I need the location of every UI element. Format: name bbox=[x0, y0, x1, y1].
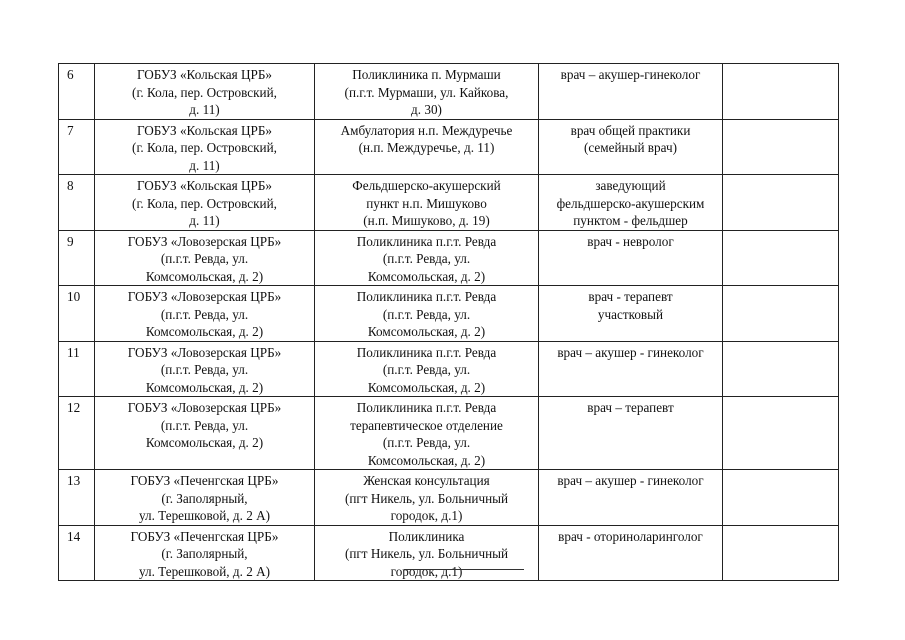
organization-cell-line: д. 11) bbox=[189, 213, 220, 228]
table-row bbox=[59, 341, 839, 397]
organization-cell bbox=[95, 64, 315, 120]
unit-cell-line: (пгт Никель, ул. Больничный bbox=[344, 490, 509, 506]
position-cell-line: врач – акушер - гинеколог bbox=[557, 473, 704, 488]
organization-cell-line: (г. Заполярный, bbox=[161, 546, 248, 561]
position-cell-line: врач общей практики bbox=[570, 122, 691, 138]
position-cell bbox=[539, 470, 723, 526]
row-number: 13 bbox=[59, 470, 95, 526]
unit-cell-line: (п.г.т. Ревда, ул. bbox=[382, 306, 471, 322]
unit-cell-line: Комсомольская, д. 2) bbox=[367, 379, 486, 395]
unit-cell-line: Комсомольская, д. 2) bbox=[367, 268, 486, 284]
unit-cell-line: пункт н.п. Мишуково bbox=[366, 195, 487, 211]
position-cell-line: (семейный врач) bbox=[584, 140, 677, 155]
unit-cell bbox=[315, 470, 539, 526]
empty-cell bbox=[723, 470, 839, 526]
unit-cell-line: Женская консультация bbox=[363, 473, 490, 488]
organization-cell-line: (г. Заполярный, bbox=[161, 490, 248, 506]
organization-cell bbox=[95, 286, 315, 342]
table-row bbox=[59, 64, 839, 120]
empty-cell bbox=[723, 230, 839, 286]
table-row bbox=[59, 470, 839, 526]
unit-cell-line: Поликлиника п.г.т. Ревда bbox=[356, 233, 497, 249]
organization-cell-line: ГОБУЗ «Ловозерская ЦРБ» bbox=[127, 233, 282, 249]
unit-cell bbox=[315, 525, 539, 581]
unit-cell-line: Поликлиника п. Мурмаши bbox=[352, 67, 501, 82]
position-cell-line: врач - терапевт bbox=[588, 289, 673, 304]
unit-cell bbox=[315, 64, 539, 120]
table-row bbox=[59, 286, 839, 342]
organization-cell-line: ул. Терешковой, д. 2 А) bbox=[138, 563, 271, 579]
vacancy-table bbox=[58, 63, 839, 581]
organization-cell-line: (п.г.т. Ревда, ул. bbox=[160, 251, 249, 266]
unit-cell-line: (п.г.т. Мурмаши, ул. Кайкова, bbox=[344, 84, 509, 100]
position-cell bbox=[539, 230, 723, 286]
unit-cell-line: Поликлиника п.г.т. Ревда bbox=[356, 289, 497, 304]
organization-cell-line: (п.г.т. Ревда, ул. bbox=[160, 417, 249, 433]
position-cell bbox=[539, 397, 723, 470]
unit-cell-line: (н.п. Мишуково, д. 19) bbox=[363, 213, 490, 228]
footer-divider bbox=[404, 569, 524, 570]
unit-cell-line: (п.г.т. Ревда, ул. bbox=[382, 362, 471, 377]
unit-cell bbox=[315, 230, 539, 286]
position-cell bbox=[539, 341, 723, 397]
unit-cell-line: д. 30) bbox=[411, 102, 442, 117]
organization-cell-line: ГОБУЗ «Кольская ЦРБ» bbox=[136, 67, 273, 82]
position-cell-line: врач – терапевт bbox=[587, 400, 674, 415]
organization-cell-line: ГОБУЗ «Печенгская ЦРБ» bbox=[130, 528, 279, 544]
empty-cell bbox=[723, 64, 839, 120]
unit-cell-line: Поликлиника bbox=[388, 528, 465, 544]
table-row bbox=[59, 119, 839, 175]
table-row bbox=[59, 175, 839, 231]
unit-cell-line: Комсомольская, д. 2) bbox=[367, 324, 486, 339]
organization-cell-line: Комсомольская, д. 2) bbox=[145, 268, 264, 284]
organization-cell-line: д. 11) bbox=[189, 157, 220, 173]
unit-cell-line: Амбулатория н.п. Междуречье bbox=[340, 122, 513, 138]
organization-cell-line: (г. Кола, пер. Островский, bbox=[132, 140, 277, 155]
row-number: 7 bbox=[59, 119, 95, 175]
position-cell bbox=[539, 525, 723, 581]
organization-cell-line: (п.г.т. Ревда, ул. bbox=[160, 306, 249, 322]
unit-cell-line: (пгт Никель, ул. Больничный bbox=[344, 546, 509, 561]
empty-cell bbox=[723, 286, 839, 342]
organization-cell bbox=[95, 119, 315, 175]
organization-cell bbox=[95, 230, 315, 286]
position-cell-line: врач – акушер - гинеколог bbox=[557, 344, 704, 360]
organization-cell-line: ГОБУЗ «Ловозерская ЦРБ» bbox=[127, 289, 282, 304]
empty-cell bbox=[723, 397, 839, 470]
position-cell-line: заведующий bbox=[595, 178, 666, 193]
position-cell-line: участковый bbox=[597, 306, 664, 322]
unit-cell bbox=[315, 119, 539, 175]
unit-cell-line: (п.г.т. Ревда, ул. bbox=[382, 435, 471, 450]
row-number: 8 bbox=[59, 175, 95, 231]
unit-cell bbox=[315, 286, 539, 342]
unit-cell-line: (п.г.т. Ревда, ул. bbox=[382, 251, 471, 266]
unit-cell-line: городок, д.1) bbox=[390, 563, 463, 579]
unit-cell bbox=[315, 341, 539, 397]
position-cell bbox=[539, 286, 723, 342]
row-number: 10 bbox=[59, 286, 95, 342]
unit-cell-line: Поликлиника п.г.т. Ревда bbox=[356, 344, 497, 360]
row-number: 9 bbox=[59, 230, 95, 286]
unit-cell-line: (н.п. Междуречье, д. 11) bbox=[358, 140, 495, 155]
unit-cell-line: Фельдшерско-акушерский bbox=[352, 178, 501, 193]
organization-cell bbox=[95, 397, 315, 470]
table-row bbox=[59, 230, 839, 286]
organization-cell-line: ГОБУЗ «Ловозерская ЦРБ» bbox=[127, 400, 282, 415]
organization-cell-line: д. 11) bbox=[189, 102, 220, 117]
organization-cell-line: Комсомольская, д. 2) bbox=[145, 379, 264, 395]
organization-cell-line: (п.г.т. Ревда, ул. bbox=[160, 362, 249, 377]
organization-cell-line: (г. Кола, пер. Островский, bbox=[132, 84, 277, 100]
position-cell bbox=[539, 175, 723, 231]
row-number: 6 bbox=[59, 64, 95, 120]
organization-cell-line: ГОБУЗ «Кольская ЦРБ» bbox=[136, 178, 273, 193]
empty-cell bbox=[723, 341, 839, 397]
organization-cell-line: ул. Терешковой, д. 2 А) bbox=[138, 508, 271, 523]
organization-cell bbox=[95, 525, 315, 581]
organization-cell-line: (г. Кола, пер. Островский, bbox=[132, 195, 277, 211]
row-number: 12 bbox=[59, 397, 95, 470]
organization-cell bbox=[95, 175, 315, 231]
position-cell-line: врач - оториноларинголог bbox=[558, 528, 703, 544]
organization-cell-line: Комсомольская, д. 2) bbox=[145, 324, 264, 339]
empty-cell bbox=[723, 119, 839, 175]
unit-cell bbox=[315, 175, 539, 231]
unit-cell bbox=[315, 397, 539, 470]
position-cell bbox=[539, 64, 723, 120]
organization-cell-line: ГОБУЗ «Ловозерская ЦРБ» bbox=[127, 344, 282, 360]
table-row bbox=[59, 525, 839, 581]
row-number: 14 bbox=[59, 525, 95, 581]
unit-cell-line: терапевтическое отделение bbox=[350, 417, 503, 433]
position-cell-line: врач - невролог bbox=[587, 233, 674, 249]
organization-cell-line: Комсомольская, д. 2) bbox=[145, 435, 264, 450]
unit-cell-line: Комсомольская, д. 2) bbox=[367, 452, 486, 468]
position-cell-line: врач – акушер-гинеколог bbox=[560, 67, 701, 82]
position-cell-line: фельдшерско-акушерским bbox=[556, 195, 705, 211]
organization-cell-line: ГОБУЗ «Печенгская ЦРБ» bbox=[130, 473, 279, 488]
row-number: 11 bbox=[59, 341, 95, 397]
empty-cell bbox=[723, 525, 839, 581]
position-cell-line: пунктом - фельдшер bbox=[573, 213, 688, 228]
empty-cell bbox=[723, 175, 839, 231]
organization-cell-line: ГОБУЗ «Кольская ЦРБ» bbox=[136, 122, 273, 138]
organization-cell bbox=[95, 470, 315, 526]
table-body bbox=[59, 64, 839, 581]
unit-cell-line: Поликлиника п.г.т. Ревда bbox=[356, 400, 497, 415]
unit-cell-line: городок, д.1) bbox=[390, 508, 463, 523]
table-row bbox=[59, 397, 839, 470]
position-cell bbox=[539, 119, 723, 175]
organization-cell bbox=[95, 341, 315, 397]
